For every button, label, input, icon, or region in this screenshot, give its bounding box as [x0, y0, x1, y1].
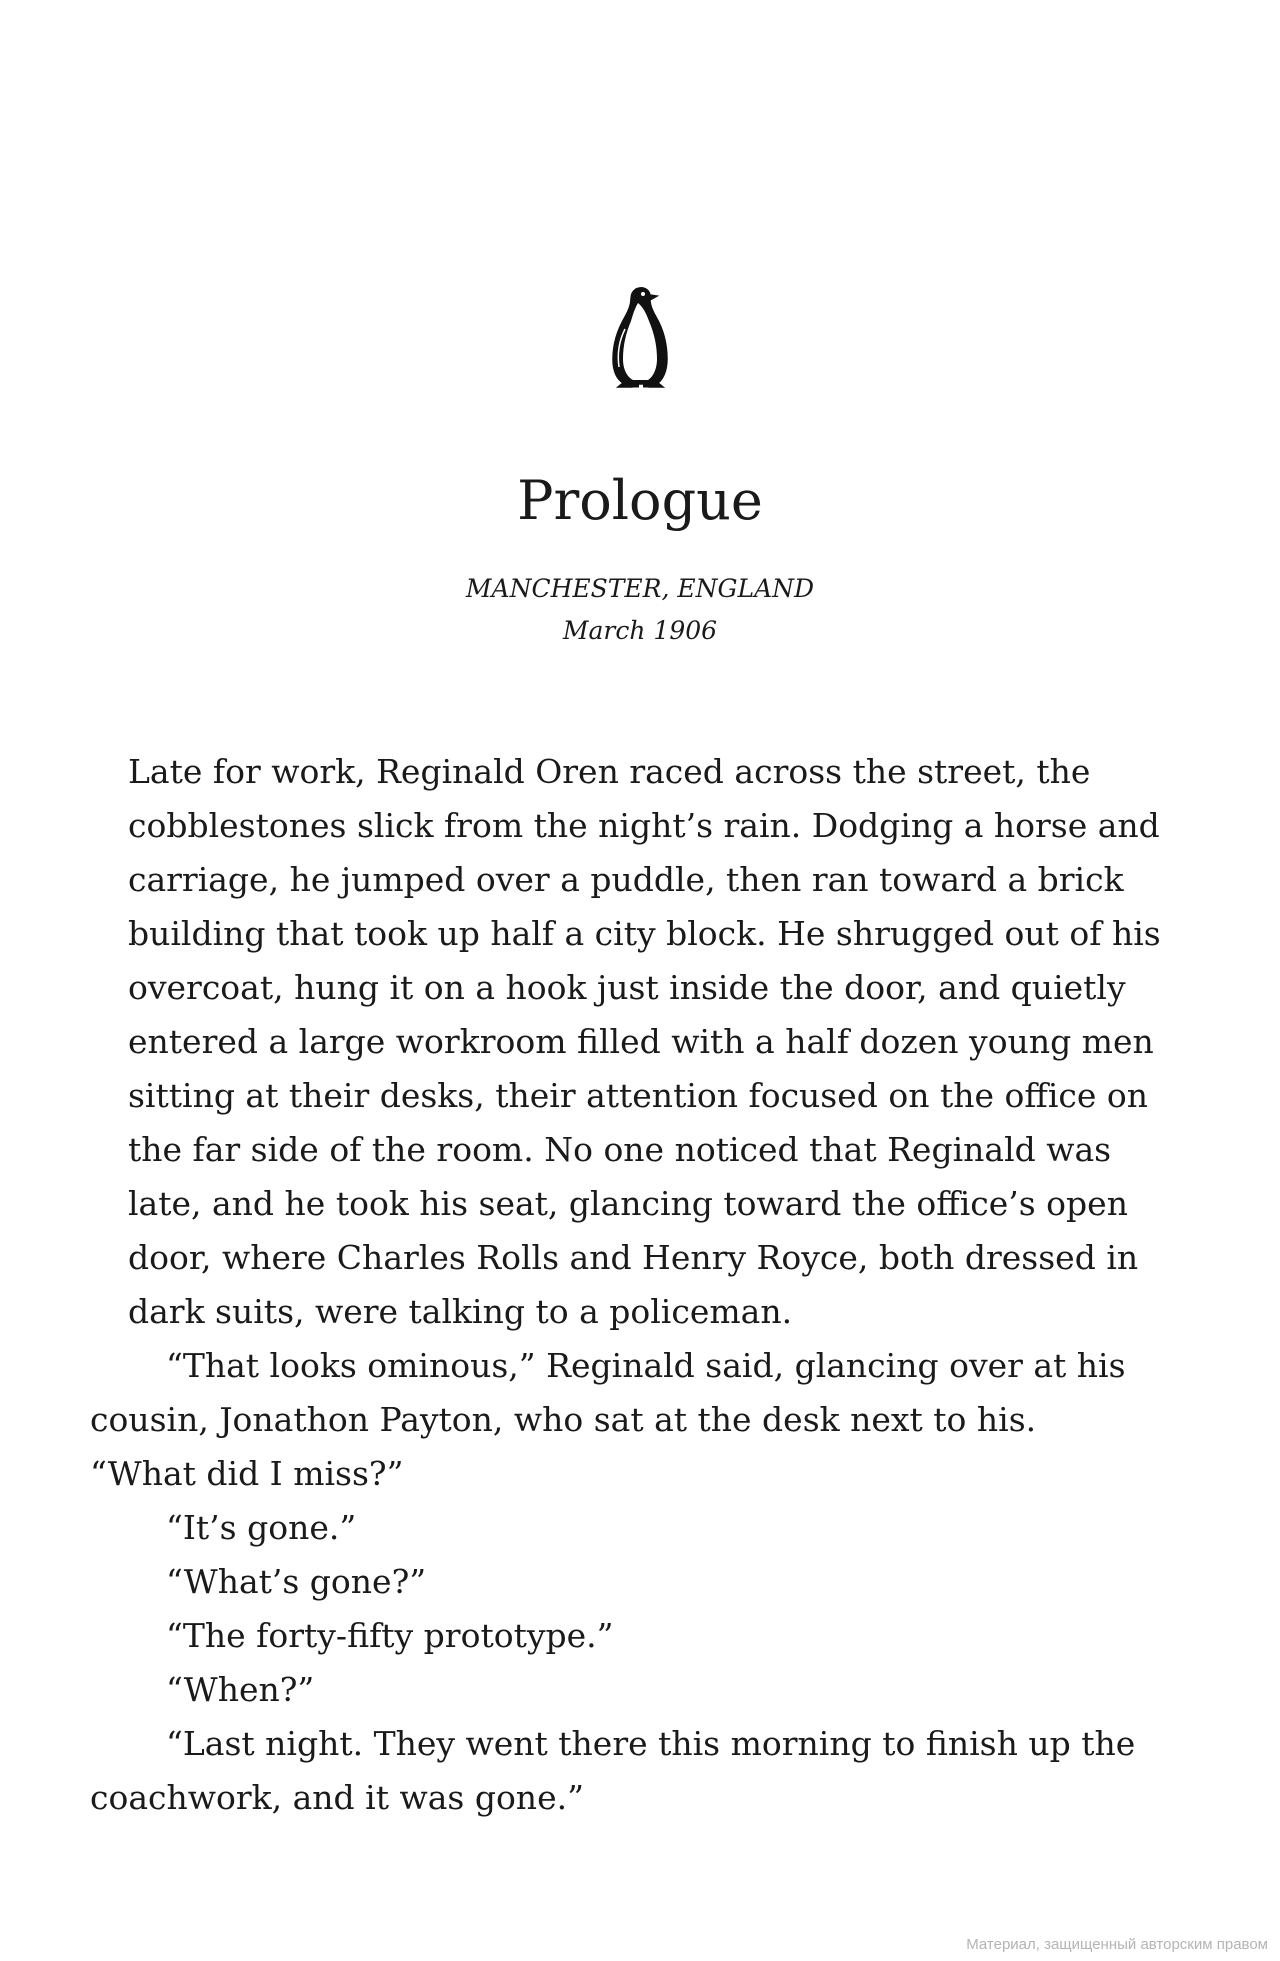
text-line: cobblestones slick from the night’s rain. Dodging a horse and [128, 806, 1160, 845]
penguin-logo-icon [603, 283, 677, 395]
text-line: carriage, he jumped over a puddle, then ran toward a brick [128, 860, 1124, 899]
text-line: late, and he took his seat, glancing toward the office’s open [128, 1184, 1128, 1223]
paragraph [128, 1663, 1138, 1717]
text-line: overcoat, hung it on a hook just inside the door, and quietly [128, 968, 1126, 1007]
text-line: “What did I miss?” [90, 1454, 404, 1493]
copyright-watermark: Материал, защищенный авторским правом [966, 1936, 1268, 1953]
chapter-location: MANCHESTER, ENGLAND [465, 574, 815, 603]
paragraph [128, 745, 1161, 1339]
text-line: “What’s gone?” [166, 1562, 427, 1601]
paragraph [128, 1609, 1138, 1663]
chapter-date: March 1906 [562, 616, 718, 645]
text-line: “The forty-fifty prototype.” [166, 1616, 614, 1655]
text-line: cousin, Jonathon Payton, who sat at the desk next to his. [90, 1400, 1037, 1439]
text-line: sitting at their desks, their attention focused on the office on [128, 1076, 1149, 1115]
paragraph [90, 1717, 1138, 1825]
paragraph [128, 1501, 1138, 1555]
paragraph [128, 1555, 1138, 1609]
chapter-location-block [0, 568, 1280, 652]
text-line: coachwork, and it was gone.” [90, 1778, 584, 1817]
text-line: “When?” [166, 1670, 315, 1709]
chapter-title: Prologue [517, 469, 763, 532]
text-line: “Last night. They went there this morning to finish up the [166, 1724, 1136, 1763]
text-line: Late for work, Reginald Oren raced across the street, the [128, 752, 1091, 791]
text-line: the far side of the room. No one noticed that Reginald was [128, 1130, 1112, 1169]
paragraph [90, 1339, 1138, 1501]
text-line: “It’s gone.” [166, 1508, 357, 1547]
body-text [90, 745, 1161, 1825]
text-line: entered a large workroom filled with a half dozen young men [128, 1022, 1154, 1061]
text-line: “That looks ominous,” Reginald said, glancing over at his [166, 1346, 1126, 1385]
text-line: door, where Charles Rolls and Henry Royce, both dressed in [128, 1238, 1139, 1277]
text-line: dark suits, were talking to a policeman. [128, 1292, 793, 1331]
text-line: building that took up half a city block. He shrugged out of his [128, 914, 1161, 953]
